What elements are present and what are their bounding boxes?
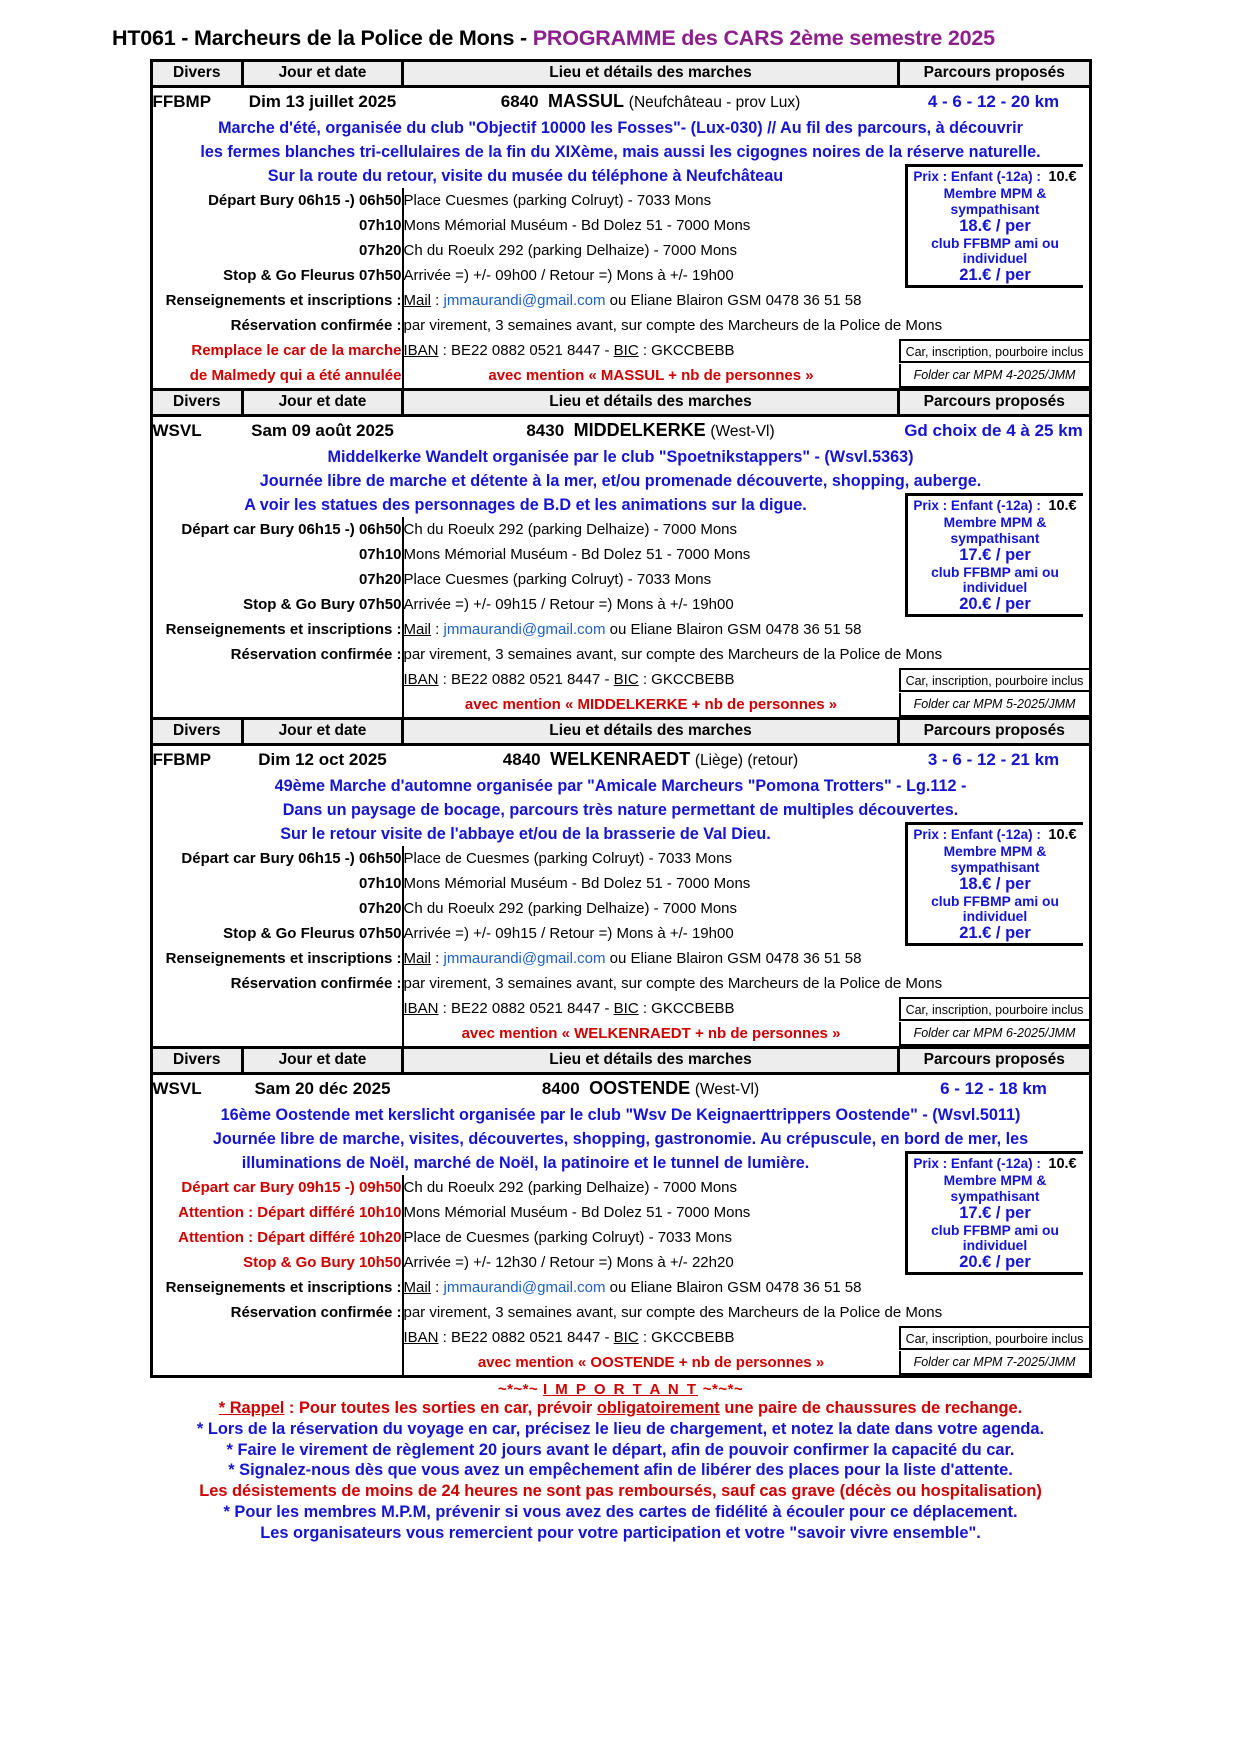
price-box <box>905 822 1083 946</box>
trip-description-row <box>153 774 1089 798</box>
price-friend-label: club FFBMP ami ou individuel <box>931 564 1059 596</box>
trip-distances: Gd choix de 4 à 25 km <box>904 421 1083 441</box>
mail-link[interactable]: jmmaurandi@gmail.com <box>443 1278 606 1296</box>
page-title-purple: PROGRAMME des CARS 2ème semestre 2025 <box>532 26 995 50</box>
reservation-label: Réservation confirmée : <box>230 974 402 992</box>
trip-federation: FFBMP <box>152 750 212 770</box>
folder-reference: Folder car MPM 7-2025/JMM <box>899 1351 1089 1375</box>
arrival-return: Arrivée =) +/- 09h15 / Retour =) Mons à +/- 19h00 <box>403 592 899 617</box>
stopgo-label: Stop & Go Fleurus 07h50 <box>223 266 402 284</box>
price-box <box>905 1151 1083 1275</box>
trip-description-row <box>153 1103 1089 1127</box>
trip-description: Journée libre de marche, visites, découvertes, shopping, gastronomie. Au crépuscule, en bord de mer, les <box>212 1129 1029 1148</box>
trip-title-row <box>153 745 1089 775</box>
mail-label: Mail <box>403 291 432 309</box>
price-box-cell <box>899 1151 1089 1275</box>
col-header-divers: Divers <box>153 390 243 416</box>
price-box-cell <box>899 822 1089 946</box>
reservation-label: Réservation confirmée : <box>230 645 402 663</box>
trip-location: 8400 OOSTENDE (West-Vl) <box>541 1078 760 1099</box>
reservation-value: par virement, 3 semaines avant, sur compte des Marcheurs de la Police de Mons <box>403 971 899 996</box>
price-friend-label: club FFBMP ami ou individuel <box>931 893 1059 925</box>
trip-description: Marche d'été, organisée du club "Objectif 10000 les Fosses"- (Lux-030) // Au fil des parcours, à découvrir <box>218 118 1023 137</box>
iban-label: IBAN <box>403 341 439 359</box>
included-cell <box>899 1325 1089 1350</box>
price-friend-value: 21.€ / per <box>959 266 1031 285</box>
col-header-parcours: Parcours proposés <box>899 719 1089 745</box>
pickup-stop: Mons Mémorial Muséum - Bd Dolez 51 - 7000 Mons <box>403 1200 899 1225</box>
col-header-divers: Divers <box>153 719 243 745</box>
col-header-jour: Jour et date <box>243 390 403 416</box>
stopgo-label: Stop & Go Bury 07h50 <box>243 595 402 613</box>
departure-stop: Place de Cuesmes (parking Colruyt) - 7033 Mons <box>403 846 899 871</box>
mention-row <box>153 1021 1089 1048</box>
trip-description-row <box>153 493 1089 517</box>
right-spacer <box>899 288 1089 313</box>
col-header-parcours: Parcours proposés <box>899 1048 1089 1074</box>
footer-line: * Signalez-nous dès que vous avez un empêchement afin de libérer des places pour la liste d'attente. <box>228 1461 1013 1480</box>
pickup-time: 07h20 <box>358 899 402 917</box>
footer-line: * Lors de la réservation du voyage en car, précisez le lieu de chargement, et notez la date dans votre agenda. <box>196 1419 1045 1438</box>
trip-date: Dim 13 juillet 2025 <box>248 92 397 112</box>
right-spacer <box>899 946 1089 971</box>
pickup-stop: Ch du Roeulx 292 (parking Delhaize) - 7000 Mons <box>403 896 899 921</box>
programme-table-wrapper <box>150 59 1092 1378</box>
iban-row <box>153 338 1089 363</box>
price-friend-value: 21.€ / per <box>959 924 1031 943</box>
trip-distances: 3 - 6 - 12 - 21 km <box>927 750 1060 770</box>
col-header-divers: Divers <box>153 62 243 87</box>
bic-label: BIC <box>613 999 639 1017</box>
empty-cell <box>153 996 403 1021</box>
reservation-row <box>153 1300 1089 1325</box>
reservation-value: par virement, 3 semaines avant, sur compte des Marcheurs de la Police de Mons <box>403 313 899 338</box>
contact-label: Renseignements et inscriptions : <box>165 949 402 967</box>
pickup-time: 07h10 <box>358 216 402 234</box>
footer-line: * Faire le virement de règlement 20 jours avant le départ, afin de pouvoir confirmer la capacité du car. <box>226 1440 1015 1459</box>
right-spacer <box>899 617 1089 642</box>
trip-description-row <box>153 116 1089 140</box>
col-header-parcours: Parcours proposés <box>899 390 1089 416</box>
pickup-time: 07h10 <box>358 874 402 892</box>
included-cell <box>899 667 1089 692</box>
contact-row <box>153 946 1089 971</box>
trip-federation: WSVL <box>152 421 202 441</box>
arrival-return: Arrivée =) +/- 12h30 / Retour =) Mons à +/- 22h20 <box>403 1250 899 1275</box>
table-header-row <box>153 62 1089 87</box>
trip-description: Middelkerke Wandelt organisée par le club "Spoetnikstappers" - (Wsvl.5363) <box>327 447 914 466</box>
important-lines <box>121 1398 1121 1544</box>
transfer-mention: avec mention « WELKENRAEDT + nb de personnes » <box>403 1021 899 1048</box>
price-child-line: Prix : Enfant (-12a) : 10.€ <box>913 498 1077 515</box>
included-text: Car, inscription, pourboire inclus <box>899 668 1089 692</box>
mention-row <box>153 363 1089 390</box>
departure-stop: Ch du Roeulx 292 (parking Delhaize) - 7000 Mons <box>403 1175 899 1200</box>
included-text: Car, inscription, pourboire inclus <box>899 339 1089 363</box>
pickup-stop: Mons Mémorial Muséum - Bd Dolez 51 - 7000 Mons <box>403 213 899 238</box>
trip-description-row <box>153 164 1089 188</box>
table-header-row <box>153 1048 1089 1074</box>
pickup-stop: Ch du Roeulx 292 (parking Delhaize) - 7000 Mons <box>403 238 899 263</box>
folder-cell <box>899 1021 1089 1048</box>
table-header-row <box>153 719 1089 745</box>
transfer-mention: avec mention « OOSTENDE + nb de personnes » <box>403 1350 899 1375</box>
iban-label: IBAN <box>403 999 439 1017</box>
mail-label: Mail <box>403 949 432 967</box>
trip-location: 4840 WELKENRAEDT (Liège) (retour) <box>502 749 799 770</box>
folder-reference: Folder car MPM 5-2025/JMM <box>899 693 1089 717</box>
reservation-value: par virement, 3 semaines avant, sur compte des Marcheurs de la Police de Mons <box>403 642 899 667</box>
stopgo-label: Stop & Go Bury 10h50 <box>243 1253 402 1271</box>
reservation-label: Réservation confirmée : <box>230 316 402 334</box>
mail-link[interactable]: jmmaurandi@gmail.com <box>443 949 606 967</box>
col-header-lieu: Lieu et détails des marches <box>403 390 899 416</box>
empty-cell <box>153 1021 403 1048</box>
trip-description: Sur le retour visite de l'abbaye et/ou de la brasserie de Val Dieu. <box>280 824 771 843</box>
price-member-label: Membre MPM & sympathisant <box>943 844 1047 875</box>
price-member-label: Membre MPM & sympathisant <box>943 515 1047 546</box>
arrival-return: Arrivée =) +/- 09h15 / Retour =) Mons à +/- 19h00 <box>403 921 899 946</box>
pickup-time: Attention : Départ différé 10h10 <box>178 1203 402 1221</box>
trip-description-row <box>153 798 1089 822</box>
price-member-value: 18.€ / per <box>959 217 1031 236</box>
contact-label: Renseignements et inscriptions : <box>165 1278 402 1296</box>
trip-description: 16ème Oostende met kerslicht organisée par le club "Wsv De Keignaerttrippers Oostende" - (Wsvl.5011) <box>220 1105 1021 1124</box>
price-member-label: Membre MPM & sympathisant <box>943 1173 1047 1204</box>
reservation-row <box>153 971 1089 996</box>
trip-location: 8430 MIDDELKERKE (West-Vl) <box>526 420 775 441</box>
contact-row <box>153 617 1089 642</box>
trip-description-row <box>153 445 1089 469</box>
reservation-label: Réservation confirmée : <box>230 1303 402 1321</box>
included-cell <box>899 996 1089 1021</box>
important-suffix: ~*~*~ <box>698 1381 744 1398</box>
included-text: Car, inscription, pourboire inclus <box>899 997 1089 1021</box>
price-friend-label: club FFBMP ami ou individuel <box>931 235 1059 267</box>
programme-table-body <box>153 62 1089 1375</box>
contact-label: Renseignements et inscriptions : <box>165 620 402 638</box>
transfer-mention: avec mention « MIDDELKERKE + nb de personnes » <box>403 692 899 719</box>
footer-line: Les désistements de moins de 24 heures ne sont pas remboursés, sauf cas grave (décès ou hospitalisation) <box>199 1482 1042 1501</box>
trip-description-row <box>153 1127 1089 1151</box>
trip-distances: 4 - 6 - 12 - 20 km <box>927 92 1060 112</box>
footer-line: * Pour les membres M.P.M, prévenir si vous avez des cartes de fidélité à écouler pour ce déplacement. <box>223 1503 1018 1522</box>
empty-cell <box>153 667 403 692</box>
col-header-divers: Divers <box>153 1048 243 1074</box>
price-member-label: Membre MPM & sympathisant <box>943 186 1047 217</box>
col-header-lieu: Lieu et détails des marches <box>403 719 899 745</box>
transfer-mention: avec mention « MASSUL + nb de personnes » <box>403 363 899 390</box>
empty-cell <box>153 692 403 719</box>
bic-label: BIC <box>613 1328 639 1346</box>
included-text: Car, inscription, pourboire inclus <box>899 1326 1089 1350</box>
iban-label: IBAN <box>403 1328 439 1346</box>
price-box <box>905 164 1083 288</box>
col-header-parcours: Parcours proposés <box>899 62 1089 87</box>
contact-value: Mail : jmmaurandi@gmail.com ou Eliane Blairon GSM 0478 36 51 58 <box>403 946 899 971</box>
pickup-time: 07h10 <box>358 545 402 563</box>
included-cell <box>899 338 1089 363</box>
iban-value: IBAN : BE22 0882 0521 8447 - BIC : GKCCBEBB <box>403 1325 899 1350</box>
price-member-value: 17.€ / per <box>959 1204 1031 1223</box>
bic-label: BIC <box>613 670 639 688</box>
pickup-time: 07h20 <box>358 570 402 588</box>
empty-cell <box>153 1350 403 1375</box>
bic-label: BIC <box>613 341 639 359</box>
price-child-line: Prix : Enfant (-12a) : 10.€ <box>913 1156 1077 1173</box>
trip-federation: FFBMP <box>152 92 212 112</box>
trip-description: A voir les statues des personnages de B.D et les animations sur la digue. <box>244 495 807 514</box>
price-child-line: Prix : Enfant (-12a) : 10.€ <box>913 169 1077 186</box>
page-title <box>0 0 1241 59</box>
col-header-jour: Jour et date <box>243 719 403 745</box>
col-header-lieu: Lieu et détails des marches <box>403 62 899 87</box>
footer-emphasis: * Rappel <box>218 1399 285 1417</box>
col-header-jour: Jour et date <box>243 62 403 87</box>
folder-cell <box>899 363 1089 390</box>
departure-label: Départ car Bury 09h15 -) 09h50 <box>181 1178 402 1196</box>
contact-row <box>153 1275 1089 1300</box>
important-footer <box>121 1380 1121 1544</box>
pickup-stop: Mons Mémorial Muséum - Bd Dolez 51 - 7000 Mons <box>403 871 899 896</box>
pickup-time: 07h20 <box>358 241 402 259</box>
departure-stop: Ch du Roeulx 292 (parking Delhaize) - 7000 Mons <box>403 517 899 542</box>
programme-table <box>153 62 1089 1375</box>
iban-row <box>153 1325 1089 1350</box>
right-spacer <box>899 1275 1089 1300</box>
pickup-stop: Place Cuesmes (parking Colruyt) - 7033 Mons <box>403 567 899 592</box>
important-heading <box>121 1380 1121 1398</box>
contact-label: Renseignements et inscriptions : <box>165 291 402 309</box>
price-member-value: 18.€ / per <box>959 875 1031 894</box>
trip-date: Dim 12 oct 2025 <box>258 750 387 770</box>
trip-title-row <box>153 1074 1089 1104</box>
col-header-lieu: Lieu et détails des marches <box>403 1048 899 1074</box>
iban-row <box>153 667 1089 692</box>
footer-line: Les organisateurs vous remercient pour votre participation et votre "savoir vivre ensemble". <box>260 1523 981 1542</box>
trip-location: 6840 MASSUL (Neufchâteau - prov Lux) <box>500 91 801 112</box>
price-box-cell <box>899 493 1089 617</box>
stopgo-label: Stop & Go Fleurus 07h50 <box>223 924 402 942</box>
price-friend-value: 20.€ / per <box>959 1253 1031 1272</box>
price-box-cell <box>899 164 1089 288</box>
trip-distances: 6 - 12 - 18 km <box>940 1079 1047 1099</box>
trip-description: Journée libre de marche et détente à la mer, et/ou promenade découverte, shopping, auberge. <box>259 471 982 490</box>
col-header-jour: Jour et date <box>243 1048 403 1074</box>
trip-note: de Malmedy qui a été annulée <box>189 366 402 384</box>
table-header-row <box>153 390 1089 416</box>
important-word: I M P O R T A N T <box>542 1381 699 1398</box>
contact-value: Mail : jmmaurandi@gmail.com ou Eliane Blairon GSM 0478 36 51 58 <box>403 1275 899 1300</box>
trip-date: Sam 20 déc 2025 <box>254 1079 391 1099</box>
trip-description: Sur la route du retour, visite du musée du téléphone à Neufchâteau <box>267 166 784 185</box>
trip-date: Sam 09 août 2025 <box>251 421 394 441</box>
departure-label: Départ car Bury 06h15 -) 06h50 <box>181 520 402 538</box>
pickup-time: Attention : Départ différé 10h20 <box>178 1228 402 1246</box>
departure-label: Départ Bury 06h15 -) 06h50 <box>208 191 402 209</box>
departure-label: Départ car Bury 06h15 -) 06h50 <box>181 849 402 867</box>
trip-description-row <box>153 822 1089 846</box>
reservation-value: par virement, 3 semaines avant, sur compte des Marcheurs de la Police de Mons <box>403 1300 899 1325</box>
arrival-return: Arrivée =) +/- 09h00 / Retour =) Mons à +/- 19h00 <box>403 263 899 288</box>
mail-label: Mail <box>403 1278 432 1296</box>
departure-stop: Place Cuesmes (parking Colruyt) - 7033 Mons <box>403 188 899 213</box>
trip-description-row <box>153 140 1089 164</box>
price-box <box>905 493 1083 617</box>
trip-description: les fermes blanches tri-cellulaires de la fin du XIXème, mais aussi les cigognes noires de la réserve naturelle. <box>200 142 1041 161</box>
mail-link[interactable]: jmmaurandi@gmail.com <box>443 291 606 309</box>
contact-row <box>153 288 1089 313</box>
mail-label: Mail <box>403 620 432 638</box>
reservation-row <box>153 313 1089 338</box>
important-prefix: ~*~*~ <box>497 1381 543 1398</box>
contact-value: Mail : jmmaurandi@gmail.com ou Eliane Blairon GSM 0478 36 51 58 <box>403 288 899 313</box>
iban-label: IBAN <box>403 670 439 688</box>
contact-value: Mail : jmmaurandi@gmail.com ou Eliane Blairon GSM 0478 36 51 58 <box>403 617 899 642</box>
trip-description: illuminations de Noël, marché de Noël, la patinoire et le tunnel de lumière. <box>241 1153 810 1172</box>
price-friend-label: club FFBMP ami ou individuel <box>931 1222 1059 1254</box>
pickup-stop: Place de Cuesmes (parking Colruyt) - 7033 Mons <box>403 1225 899 1250</box>
mention-row <box>153 1350 1089 1375</box>
iban-value: IBAN : BE22 0882 0521 8447 - BIC : GKCCBEBB <box>403 667 899 692</box>
iban-value: IBAN : BE22 0882 0521 8447 - BIC : GKCCBEBB <box>403 338 899 363</box>
trip-description-row <box>153 469 1089 493</box>
footer-emphasis: obligatoirement <box>596 1399 720 1417</box>
iban-value: IBAN : BE22 0882 0521 8447 - BIC : GKCCBEBB <box>403 996 899 1021</box>
iban-row <box>153 996 1089 1021</box>
folder-cell <box>899 692 1089 719</box>
page-title-black: HT061 - Marcheurs de la Police de Mons - <box>112 26 533 50</box>
trip-title-row <box>153 416 1089 446</box>
trip-description-row <box>153 1151 1089 1175</box>
folder-reference: Folder car MPM 4-2025/JMM <box>899 364 1089 388</box>
price-child-line: Prix : Enfant (-12a) : 10.€ <box>913 827 1077 844</box>
price-member-value: 17.€ / per <box>959 546 1031 565</box>
trip-title-row <box>153 87 1089 117</box>
price-friend-value: 20.€ / per <box>959 595 1031 614</box>
mail-link[interactable]: jmmaurandi@gmail.com <box>443 620 606 638</box>
pickup-stop: Mons Mémorial Muséum - Bd Dolez 51 - 7000 Mons <box>403 542 899 567</box>
trip-federation: WSVL <box>152 1079 202 1099</box>
trip-description: 49ème Marche d'automne organisée par "Amicale Marcheurs "Pomona Trotters" - Lg.112 - <box>274 776 967 795</box>
footer-line: * Rappel : Pour toutes les sorties en car, prévoir obligatoirement une paire de chaussures de rechange. <box>218 1399 1023 1417</box>
trip-description: Dans un paysage de bocage, parcours très nature permettant de multiples découvertes. <box>282 800 959 819</box>
empty-cell <box>153 1325 403 1350</box>
folder-cell <box>899 1350 1089 1375</box>
trip-note: Remplace le car de la marche <box>191 341 402 359</box>
reservation-row <box>153 642 1089 667</box>
mention-row <box>153 692 1089 719</box>
folder-reference: Folder car MPM 6-2025/JMM <box>899 1022 1089 1046</box>
